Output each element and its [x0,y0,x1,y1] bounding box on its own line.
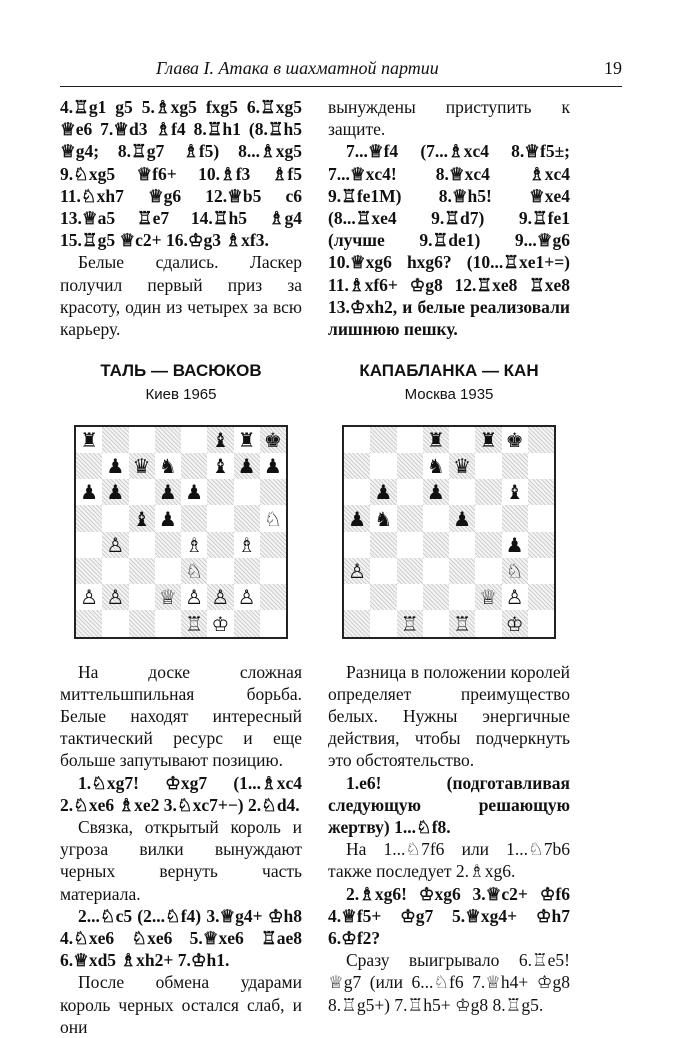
chess-piece: ♞ [426,454,445,479]
board-square [344,479,370,505]
board-square [344,427,370,453]
move-text: 2.♗xg6! ♔xg6 3.♕c2+ ♔f6 4.♕f5+ ♔g7 5.♕xg4+ ♔h7 6.♔f2? [328,883,570,949]
chess-piece: ♗ [237,532,256,557]
board-square [423,532,449,558]
chess-piece: ♟ [374,480,393,505]
board-square [76,453,102,479]
board-square [475,610,501,636]
board-square [502,584,528,610]
board-square [449,584,475,610]
board-square [475,505,501,531]
board-square [502,558,528,584]
commentary: Разница в положении королей определяет преимущество белых. Нужны энергичные действия, чтобы подчеркнуть это обстоятельство. [328,661,570,771]
chess-piece: ♙ [106,585,125,610]
board-square [234,610,260,636]
board-square [260,505,286,531]
board-square [76,427,102,453]
board-square [397,610,423,636]
board-square [502,610,528,636]
board-square [181,479,207,505]
chess-piece: ♟ [158,506,177,531]
board-square [502,427,528,453]
board-square [397,532,423,558]
chess-piece: ♟ [505,532,524,557]
board-square [207,479,233,505]
chess-piece: ♝ [132,506,151,531]
board-square [207,532,233,558]
move-text: 7...♕f4 (7...♗xc4 8.♕f5±; 7...♕xc4! 8.♕xc4 ♗xc4 9.♖fe1M) 8.♕h5! ♕xe4 (8...♖xe4 9.♖d7) 9.♖fe1 (лучше 9.♖de1) 9...♕g6 10.♕xg6 hxg6? (10...♖xe1+=) 11.♗xf6+ ♔g8 12.♖xe8 ♖xe8 13.♔xh2, и белые реализовали лишнюю пешку. [328,141,570,340]
commentary: Белые сдались. Ласкер получил первый приз за красоту, один из четырех за всю карьеру. [60,252,302,340]
board-square [475,479,501,505]
board-square [260,479,286,505]
board-square [344,505,370,531]
board-square [129,558,155,584]
board-square [528,558,554,584]
board-square [260,584,286,610]
chess-piece: ♟ [106,454,125,479]
chess-piece: ♙ [348,559,367,584]
board-square [475,427,501,453]
board-square [449,453,475,479]
board-square [207,453,233,479]
commentary: На 1...♘7f6 или 1...♘7b6 также последует 2.♗xg6. [328,839,570,882]
board-square [234,427,260,453]
page-number: 19 [604,58,622,78]
board-square [260,558,286,584]
commentary: Связка, открытый король и угроза вилки вынуждают черных вернуть часть материала. [60,817,302,904]
board-square [449,505,475,531]
board-square [155,453,181,479]
chess-piece: ♜ [237,427,256,452]
board-square [76,532,102,558]
chess-piece: ♙ [80,585,99,610]
board-square [397,584,423,610]
board-square [102,558,128,584]
chess-piece: ♞ [158,454,177,479]
chess-piece: ♘ [505,559,524,584]
board-square [344,584,370,610]
board-square [207,584,233,610]
board-square [423,610,449,636]
board-square [344,558,370,584]
chess-piece: ♖ [185,611,204,636]
board-square [423,558,449,584]
board-square [528,505,554,531]
board-square [76,584,102,610]
board-square [102,610,128,636]
board-square [234,479,260,505]
board-square [370,532,396,558]
chess-piece: ♜ [479,427,498,452]
chess-piece: ♘ [185,559,204,584]
board-square [502,453,528,479]
chess-piece: ♜ [80,427,99,452]
board-square [234,453,260,479]
board-square [234,505,260,531]
board-square [397,505,423,531]
chess-piece: ♞ [374,506,393,531]
board-square [234,532,260,558]
board-square [181,427,207,453]
board-square [502,532,528,558]
board-square [155,427,181,453]
game-place: Москва 1935 [404,386,494,404]
board-square [155,532,181,558]
chess-piece: ♔ [505,611,524,636]
board-square [449,558,475,584]
board-square [155,610,181,636]
chess-piece: ♛ [453,454,472,479]
board-square [207,505,233,531]
board-square [129,584,155,610]
board-square [423,427,449,453]
chess-piece: ♟ [106,480,125,505]
commentary: Сразу выигрывало 6.♖e5! ♕g7 (или 6...♘f6 7.♕h4+ ♔g8 8.♖g5+) 7.♖h5+ ♔g8 8.♖g5. [328,950,570,1015]
board-square [528,532,554,558]
board-square [181,505,207,531]
board-square [76,505,102,531]
board-square [234,558,260,584]
chess-piece: ♟ [158,480,177,505]
chess-piece: ♙ [505,585,524,610]
board-square [155,505,181,531]
board-square [370,558,396,584]
chess-piece: ♛ [132,454,151,479]
board-square [423,584,449,610]
board-square [76,558,102,584]
chess-piece: ♙ [237,585,256,610]
right-column [328,96,570,1016]
chess-piece: ♟ [185,480,204,505]
board-square [207,610,233,636]
board-square [344,610,370,636]
board-square [181,558,207,584]
board-square [528,427,554,453]
board-square [129,532,155,558]
board-square [260,453,286,479]
board-square [475,558,501,584]
header-divider [60,86,622,87]
move-text: 4.♖g1 g5 5.♗xg5 fxg5 6.♖xg5 ♕e6 7.♕d3 ♗f4 8.♖h1 (8.♖h5 ♕g4; 8.♖g7 ♗f5) 8...♗xg5 9.♘xg5 ♕f6+ 10.♗f3 ♗f5 11.♘xh7 ♕g6 12.♕b5 c6 13.♕a5 ♖e7 14.♖h5 ♗g4 15.♖g5 ♕c2+ 16.♔g3 ♗xf3. [60,97,302,251]
board-square [502,479,528,505]
board-square [449,610,475,636]
board-square [397,427,423,453]
board-square [423,479,449,505]
chess-piece: ♖ [400,611,419,636]
chess-piece: ♙ [106,532,125,557]
board-square [129,479,155,505]
board-square [475,532,501,558]
board-square [344,453,370,479]
board-square [397,453,423,479]
board-square [129,427,155,453]
board-square [370,453,396,479]
chess-piece: ♟ [263,454,282,479]
game-title: КАПАБЛАНКА — КАН [359,361,539,381]
board-square [344,532,370,558]
commentary: вынуждены приступить к защите. [328,97,570,140]
board-square [449,479,475,505]
chess-piece: ♝ [211,454,230,479]
board-square [181,532,207,558]
chess-piece: ♚ [505,427,524,452]
board-square [102,505,128,531]
chess-piece: ♟ [426,480,445,505]
chess-piece: ♖ [453,611,472,636]
chess-piece: ♙ [185,585,204,610]
board-square [502,505,528,531]
board-square [449,427,475,453]
board-square [260,610,286,636]
board-square [397,558,423,584]
chess-piece: ♙ [211,585,230,610]
board-square [528,610,554,636]
board-square [181,453,207,479]
board-square [129,610,155,636]
commentary: На доске сложная миттельшпильная борьба. Белые находят интересный тактический ресурс и еще больше запутывают позицию. [60,661,302,771]
chess-piece: ♕ [158,585,177,610]
board-square [102,532,128,558]
board-square [423,453,449,479]
board-square [155,558,181,584]
board-square [260,532,286,558]
board-square [528,453,554,479]
board-square [102,453,128,479]
board-square [423,505,449,531]
board-square [181,610,207,636]
board-square [102,584,128,610]
chess-diagram [342,425,556,639]
move-text: 2...♘c5 (2...♘f4) 3.♕g4+ ♔h8 4.♘xe6 ♘xe6 5.♕xe6 ♖ae8 6.♕xd5 ♗xh2+ 7.♔h1. [60,905,302,971]
board-square [370,427,396,453]
chess-piece: ♟ [453,506,472,531]
chess-diagram [74,425,288,639]
board-square [234,584,260,610]
board-square [475,584,501,610]
board-square [76,479,102,505]
chess-piece: ♔ [211,611,230,636]
chess-piece: ♝ [211,427,230,452]
chess-piece: ♜ [426,427,445,452]
game-title: ТАЛЬ — ВАСЮКОВ [100,361,262,381]
move-text: 1.♘xg7! ♔xg7 (1...♗xc4 2.♘xe6 ♗xe2 3.♘xc7+−) 2.♘d4. [60,772,302,815]
board-square [181,584,207,610]
game-place: Киев 1965 [145,386,217,404]
chess-piece: ♘ [263,506,282,531]
board-square [102,427,128,453]
board-square [207,558,233,584]
board-square [76,610,102,636]
board-square [370,505,396,531]
chess-piece: ♚ [263,427,282,452]
chess-piece: ♝ [505,480,524,505]
board-square [260,427,286,453]
chapter-title: Глава I. Атака в шахматной партии [156,58,439,78]
board-square [207,427,233,453]
board-square [129,453,155,479]
chess-piece: ♟ [80,480,99,505]
chess-piece: ♟ [348,506,367,531]
chess-piece: ♗ [185,532,204,557]
board-square [528,479,554,505]
board-square [449,532,475,558]
board-square [397,479,423,505]
board-square [102,479,128,505]
chess-piece: ♕ [479,585,498,610]
move-text: 1.e6! (подготавливая следующую решающую жертву) 1...♘f8. [328,772,570,838]
board-square [370,610,396,636]
board-square [155,584,181,610]
board-square [155,479,181,505]
board-square [370,479,396,505]
board-square [370,584,396,610]
board-square [129,505,155,531]
chess-piece: ♟ [237,454,256,479]
board-square [528,584,554,610]
board-square [475,453,501,479]
commentary: После обмена ударами король черных остался слаб, и они [60,972,302,1037]
left-column [60,96,302,1038]
